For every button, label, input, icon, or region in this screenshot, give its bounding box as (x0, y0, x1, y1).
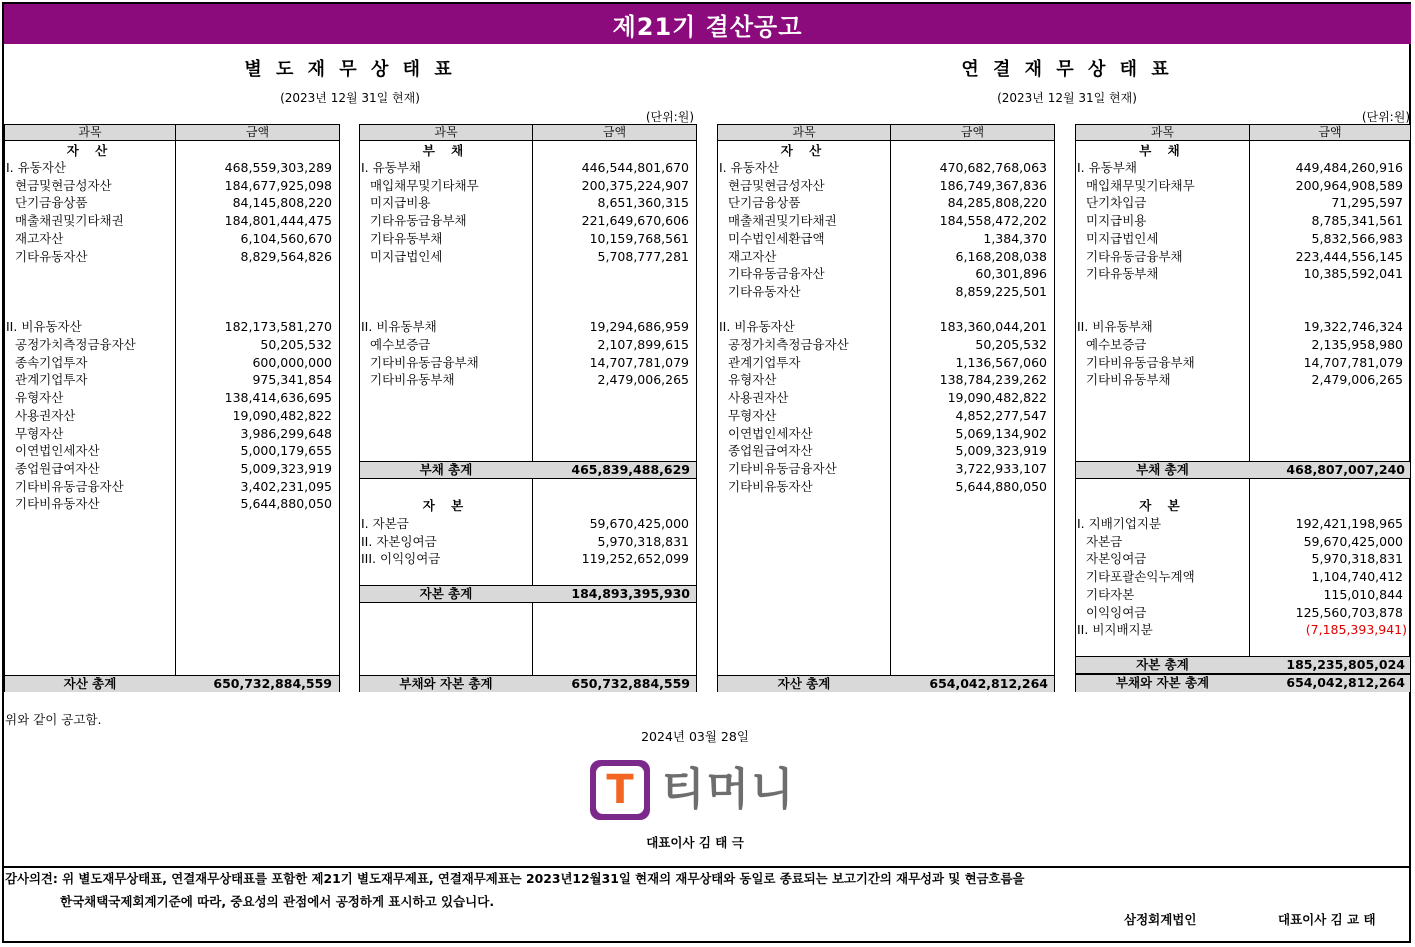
row-label: 기타유동금융부채 (1086, 248, 1183, 264)
row-value (1250, 301, 1403, 318)
row-label: 기타비유동금융자산 (728, 460, 837, 476)
equity-row-value: 192,421,198,965 (1295, 516, 1403, 531)
row-value: 975,341,854 (252, 372, 332, 388)
row-value: 8,859,225,501 (955, 283, 1047, 299)
row-label: 미지급법인세 (1086, 230, 1159, 246)
row-label: 재고자산 (728, 248, 777, 264)
row-value: 182,173,581,270 (224, 319, 332, 335)
logo-text: 티머니 (662, 764, 796, 815)
separate-unit: (단위:원) (645, 110, 694, 124)
grand-total-label: 부채와 자본 총계 (1115, 675, 1210, 690)
row-value: 84,145,808,220 (232, 195, 332, 211)
row-label: 무형자산 (15, 425, 64, 441)
liabilities-total-label: 부채 총계 (419, 462, 473, 477)
row-value: 19,322,746,324 (1303, 319, 1403, 335)
row-value: 60,301,896 (975, 266, 1047, 282)
header-item: 과목 (78, 125, 102, 139)
row-label: 매입채무및기타채무 (370, 177, 479, 193)
row-label: 현금및현금성자산 (15, 177, 112, 193)
consolidated-unit: (단위:원) (1361, 110, 1410, 124)
row-label: I. 유동자산 (719, 160, 779, 175)
row-label: 미지급법인세 (370, 248, 443, 264)
row-value: 449,484,260,916 (1295, 160, 1403, 175)
row-value: 19,294,686,959 (589, 319, 689, 335)
row-label: 기타유동자산 (15, 248, 88, 264)
row-label: 기타비유동금융부채 (370, 354, 479, 370)
row-value: 446,544,801,670 (581, 160, 689, 175)
row-label: 기타비유동부채 (370, 372, 455, 388)
equity-row-label: 이익잉여금 (1086, 604, 1147, 620)
row-value: 10,385,592,041 (1303, 266, 1403, 282)
row-value: 6,168,208,038 (955, 248, 1047, 264)
row-label: 기타유동금융자산 (728, 266, 825, 282)
row-label: 미수법인세환급액 (728, 230, 825, 246)
row-label: 기타비유동금융부채 (1086, 354, 1195, 370)
notice-date: 2024년 03월 28일 (641, 729, 749, 744)
row-value: 600,000,000 (252, 354, 332, 370)
row-value: 19,090,482,822 (947, 390, 1047, 406)
equity-total-value: 185,235,805,024 (1286, 657, 1405, 672)
equity-row-value: 125,560,703,878 (1295, 604, 1403, 620)
row-value: 2,479,006,265 (1311, 372, 1403, 388)
row-label: 무형자산 (728, 407, 777, 423)
equity-row-label: 자본잉여금 (1086, 551, 1147, 567)
company-logo (590, 760, 800, 822)
header-amount: 금액 (1318, 125, 1342, 139)
equity-total-label: 자본 총계 (1136, 657, 1189, 672)
row-value: 50,205,532 (260, 337, 332, 352)
row-value: 184,801,444,475 (224, 213, 332, 229)
consolidated-liabilities-table (1075, 124, 1411, 692)
separate-title: 별 도 재 무 상 태 표 (244, 59, 456, 80)
logo-mark: T (590, 760, 650, 820)
row-label: 공정가치측정금융자산 (728, 337, 849, 352)
row-label: 기타유동부채 (1086, 266, 1159, 282)
notice-text: 위와 같이 공고함. (5, 712, 102, 727)
row-value (176, 283, 332, 300)
row-value: 8,785,341,561 (1311, 213, 1403, 229)
row-value: 138,784,239,262 (939, 372, 1047, 388)
header-item: 과목 (792, 125, 816, 139)
row-label: 예수보증금 (1086, 337, 1147, 352)
row-label: 종속기업투자 (15, 354, 88, 370)
row-label: II. 비유동부채 (1077, 319, 1153, 335)
equity-row-value: 119,252,652,099 (581, 551, 689, 567)
row-label: 종업원급여자산 (728, 443, 813, 459)
row-label: 단기금융상품 (15, 195, 88, 211)
equity-row-value: 1,104,740,412 (1311, 569, 1403, 585)
row-value: 19,090,482,822 (232, 407, 332, 423)
section-heading: 부 채 (1139, 143, 1186, 158)
equity-row-label: II. 비지배지분 (1077, 622, 1153, 638)
row-label: I. 유동자산 (6, 160, 66, 175)
row-value: 5,832,566,983 (1311, 230, 1403, 246)
equity-total-value: 184,893,395,930 (571, 586, 690, 601)
row-label: 관계기업투자 (15, 372, 88, 388)
row-label: 기타비유동부채 (1086, 372, 1171, 388)
row-value: 14,707,781,079 (1303, 354, 1403, 370)
row-label: 매입채무및기타채무 (1086, 177, 1195, 193)
row-label: 예수보증금 (370, 337, 431, 352)
equity-total-label: 자본 총계 (419, 586, 473, 601)
row-value: 5,644,880,050 (240, 496, 332, 512)
consolidated-assets-table (717, 124, 1055, 692)
page-banner: 제21기 결산공고 (4, 4, 1411, 44)
grand-total-value: 650,732,884,559 (571, 676, 690, 691)
row-value (1250, 283, 1403, 300)
row-value: 184,677,925,098 (224, 177, 332, 193)
row-label: 이연법인세자산 (15, 443, 100, 459)
row-value: 200,375,224,907 (581, 177, 689, 193)
row-value: 3,402,231,095 (240, 478, 332, 494)
row-value: 4,852,277,547 (955, 407, 1047, 423)
row-label: I. 유동부채 (1077, 160, 1137, 175)
row-value: 2,135,958,980 (1311, 337, 1403, 352)
row-value (176, 301, 332, 318)
row-label: 관계기업투자 (728, 354, 801, 370)
row-value (533, 283, 689, 300)
row-label: 유형자산 (15, 390, 64, 406)
header-item: 과목 (434, 125, 458, 139)
equity-row-label: I. 지배기업지분 (1077, 516, 1162, 531)
row-value: 8,829,564,826 (240, 248, 332, 264)
separate-liabilities-table (359, 124, 697, 692)
row-label: 기타비유동자산 (728, 478, 813, 494)
row-value: 5,009,323,919 (955, 443, 1047, 459)
row-value: 71,295,597 (1331, 195, 1403, 211)
row-value: 468,559,303,289 (224, 160, 332, 175)
equity-row-value: 5,970,318,831 (597, 533, 689, 549)
header-amount: 금액 (602, 125, 627, 139)
liabilities-total-value: 468,807,007,240 (1286, 462, 1405, 477)
row-value: 10,159,768,561 (589, 230, 689, 246)
row-value (176, 265, 332, 282)
row-label: 단기금융상품 (728, 195, 801, 211)
grand-total-label: 부채와 자본 총계 (399, 676, 493, 691)
row-label: 매출채권및기타채권 (15, 213, 124, 229)
row-value: 184,558,472,202 (939, 213, 1047, 229)
row-label: 미지급비용 (370, 195, 431, 211)
total-label: 자산 총계 (777, 676, 831, 691)
audit-opinion-line2: 한국채택국제회계기준에 따라, 중요성의 관점에서 공정하게 표시하고 있습니다. (60, 894, 495, 909)
row-label: 공정가치측정금융자산 (15, 337, 136, 352)
row-value: 5,708,777,281 (597, 248, 689, 264)
row-value: 1,384,370 (983, 230, 1047, 246)
equity-heading: 자 본 (1139, 498, 1186, 513)
separate-assets-table (4, 124, 340, 692)
equity-heading: 자 본 (422, 498, 470, 513)
row-value: 5,069,134,902 (955, 425, 1047, 441)
equity-row-label: 기타자본 (1086, 586, 1135, 602)
row-value: 1,136,567,060 (955, 354, 1047, 370)
grand-total-value: 654,042,812,264 (1286, 675, 1405, 690)
row-label: 종업원급여자산 (15, 460, 100, 476)
row-value: 8,651,360,315 (597, 195, 689, 211)
equity-row-label: 자본금 (1086, 533, 1123, 549)
audit-divider (4, 866, 1411, 868)
row-value: 470,682,768,063 (939, 160, 1047, 175)
separate-date: (2023년 12월 31일 현재) (280, 91, 420, 105)
total-value: 654,042,812,264 (929, 676, 1048, 691)
row-value (533, 265, 689, 282)
header-amount: 금액 (245, 125, 270, 139)
audit-opinion-line1: 감사의견: 위 별도재무상태표, 연결재무상태표를 포함한 제21기 별도재무제표, 연결재무제표는 2023년12월31일 현재의 재무상태와 동일로 종료되는 보고기간의 재무성과 및 현금흐름을 (5, 871, 1025, 886)
row-value: 186,749,367,836 (939, 177, 1047, 193)
row-value: 3,986,299,648 (240, 425, 332, 441)
row-value: 200,964,908,589 (1295, 177, 1403, 193)
section-heading: 자 산 (66, 143, 114, 158)
row-label: 이연법인세자산 (728, 425, 813, 441)
row-value: 14,707,781,079 (589, 354, 689, 370)
row-label: 유형자산 (728, 372, 777, 388)
equity-row-label: I. 자본금 (361, 516, 409, 531)
row-value: 6,104,560,670 (240, 230, 332, 246)
section-heading: 자 산 (780, 143, 828, 158)
ceo-signature: 대표이사 김 태 극 (646, 835, 744, 850)
audit-firm-ceo: 대표이사 김 교 태 (1278, 912, 1376, 927)
row-label: 기타비유동금융자산 (15, 478, 124, 494)
row-label: I. 유동부채 (361, 160, 421, 175)
header-item: 과목 (1150, 125, 1175, 139)
row-value: 84,285,808,220 (947, 195, 1047, 211)
row-label: II. 비유동부채 (361, 319, 437, 335)
row-value: 3,722,933,107 (955, 460, 1047, 476)
row-label: 기타유동자산 (728, 283, 801, 299)
row-label: 사용권자산 (728, 390, 789, 406)
row-value: 221,649,670,606 (581, 213, 689, 229)
consolidated-title: 연 결 재 무 상 태 표 (961, 59, 1173, 80)
row-label: 기타유동부채 (370, 230, 443, 246)
row-value: 5,000,179,655 (240, 443, 332, 459)
equity-row-value: 59,670,425,000 (1303, 533, 1403, 549)
row-label: 기타비유동자산 (15, 496, 100, 512)
row-value: 223,444,556,145 (1295, 248, 1403, 264)
consolidated-date: (2023년 12월 31일 현재) (997, 91, 1137, 105)
section-heading: 부 채 (422, 143, 470, 158)
liabilities-total-label: 부채 총계 (1136, 462, 1189, 477)
total-label: 자산 총계 (63, 676, 117, 691)
row-label: 기타유동금융부채 (370, 213, 467, 229)
equity-row-value: 5,970,318,831 (1311, 551, 1403, 567)
header-amount: 금액 (960, 125, 985, 139)
audit-firm: 삼정회계법인 (1124, 912, 1197, 927)
liabilities-total-value: 465,839,488,629 (571, 462, 690, 477)
equity-row-value: (7,185,393,941) (1305, 622, 1407, 638)
row-label: 미지급비용 (1086, 213, 1147, 229)
row-label: 단기차입금 (1086, 195, 1147, 211)
row-value (533, 301, 689, 318)
row-value: 2,107,899,615 (597, 337, 689, 352)
row-label: 재고자산 (15, 230, 64, 246)
row-label: 현금및현금성자산 (728, 177, 825, 193)
row-label: 매출채권및기타채권 (728, 213, 837, 229)
equity-row-label: 기타포괄손익누계액 (1086, 569, 1195, 585)
row-value: 2,479,006,265 (597, 372, 689, 388)
row-value: 50,205,532 (975, 337, 1047, 352)
row-value: 5,644,880,050 (955, 478, 1047, 494)
row-value (891, 301, 1047, 318)
row-value: 5,009,323,919 (240, 460, 332, 476)
equity-row-label: III. 이익잉여금 (361, 551, 441, 567)
row-value: 183,360,044,201 (939, 319, 1047, 335)
row-label: 사용권자산 (15, 407, 76, 423)
equity-row-label: II. 자본잉여금 (361, 533, 437, 549)
row-label: II. 비유동자산 (719, 319, 795, 335)
equity-row-value: 59,670,425,000 (589, 516, 689, 531)
row-label: II. 비유동자산 (6, 319, 82, 335)
equity-row-value: 115,010,844 (1323, 586, 1403, 602)
row-value: 138,414,636,695 (224, 390, 332, 406)
total-value: 650,732,884,559 (213, 676, 332, 691)
